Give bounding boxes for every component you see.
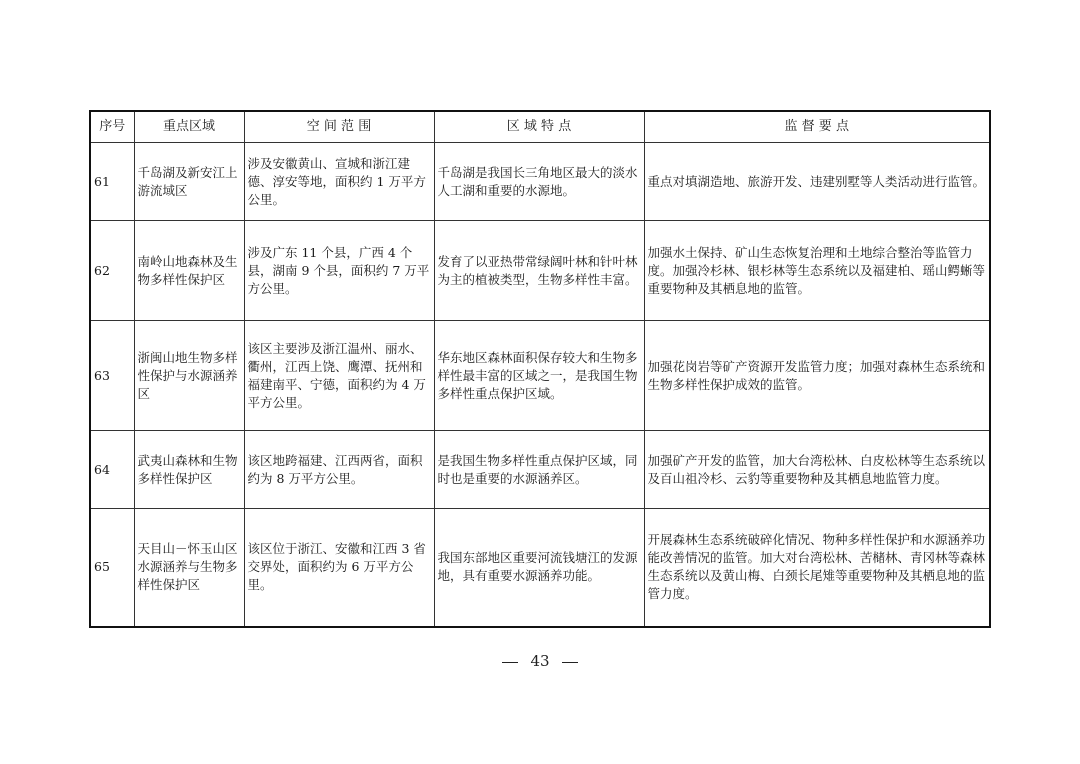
row-scope: 该区地跨福建、江西两省，面积约为 8 万平方公里。	[244, 431, 434, 509]
row-supervision: 加强花岗岩等矿产资源开发监管力度；加强对森林生态系统和生物多样性保护成效的监管。	[644, 321, 990, 431]
row-supervision: 开展森林生态系统破碎化情况、物种多样性保护和水源涵养功能改善情况的监管。加大对台湾松林、苦槠林、青冈林等森林生态系统以及黄山梅、白颈长尾雉等重要物种及其栖息地的监管力度。	[644, 509, 990, 627]
row-supervision: 加强水土保持、矿山生态恢复治理和土地综合整治等监管力度。加强冷杉林、银杉林等生态系统以及福建柏、瑶山鳄蜥等重要物种及其栖息地的监管。	[644, 221, 990, 321]
row-region: 千岛湖及新安江上游流域区	[134, 143, 244, 221]
table-row	[90, 143, 990, 221]
row-features: 华东地区森林面积保存较大和生物多样性最丰富的区域之一，是我国生物多样性重点保护区域。	[434, 321, 644, 431]
page-dash-right	[562, 662, 578, 663]
row-features: 是我国生物多样性重点保护区域，同时也是重要的水源涵养区。	[434, 431, 644, 509]
row-features: 发育了以亚热带常绿阔叶林和针叶林为主的植被类型，生物多样性丰富。	[434, 221, 644, 321]
page-number-text: 43	[530, 652, 550, 670]
header-index: 序号	[90, 111, 134, 143]
table-row	[90, 221, 990, 321]
row-scope: 该区主要涉及浙江温州、丽水、衢州，江西上饶、鹰潭、抚州和福建南平、宁德，面积约为 4 万平方公里。	[244, 321, 434, 431]
row-index: 62	[90, 221, 134, 321]
header-supervision: 监 督 要 点	[644, 111, 990, 143]
row-region: 南岭山地森林及生物多样性保护区	[134, 221, 244, 321]
row-index: 61	[90, 143, 134, 221]
row-scope: 涉及安徽黄山、宣城和浙江建德、淳安等地，面积约 1 万平方公里。	[244, 143, 434, 221]
page-dash-left	[502, 662, 518, 663]
row-features: 千岛湖是我国长三角地区最大的淡水人工湖和重要的水源地。	[434, 143, 644, 221]
row-supervision: 重点对填湖造地、旅游开发、违建别墅等人类活动进行监管。	[644, 143, 990, 221]
row-region: 武夷山森林和生物多样性保护区	[134, 431, 244, 509]
row-index: 64	[90, 431, 134, 509]
row-scope: 涉及广东 11 个县，广西 4 个县，湖南 9 个县，面积约 7 万平方公里。	[244, 221, 434, 321]
row-index: 65	[90, 509, 134, 627]
table-row	[90, 509, 990, 627]
row-region: 浙闽山地生物多样性保护与水源涵养区	[134, 321, 244, 431]
row-features: 我国东部地区重要河流钱塘江的发源地，具有重要水源涵养功能。	[434, 509, 644, 627]
row-scope: 该区位于浙江、安徽和江西 3 省交界处，面积约为 6 万平方公里。	[244, 509, 434, 627]
table-row	[90, 321, 990, 431]
row-region: 天目山－怀玉山区水源涵养与生物多样性保护区	[134, 509, 244, 627]
key-regions-table	[89, 110, 991, 628]
header-features: 区 域 特 点	[434, 111, 644, 143]
row-index: 63	[90, 321, 134, 431]
table-row	[90, 431, 990, 509]
header-scope: 空 间 范 围	[244, 111, 434, 143]
header-region: 重点区域	[134, 111, 244, 143]
page-number	[0, 652, 1080, 670]
row-supervision: 加强矿产开发的监管，加大台湾松林、白皮松林等生态系统以及百山祖冷杉、云豹等重要物种及其栖息地监管力度。	[644, 431, 990, 509]
table-header-row	[90, 111, 990, 143]
